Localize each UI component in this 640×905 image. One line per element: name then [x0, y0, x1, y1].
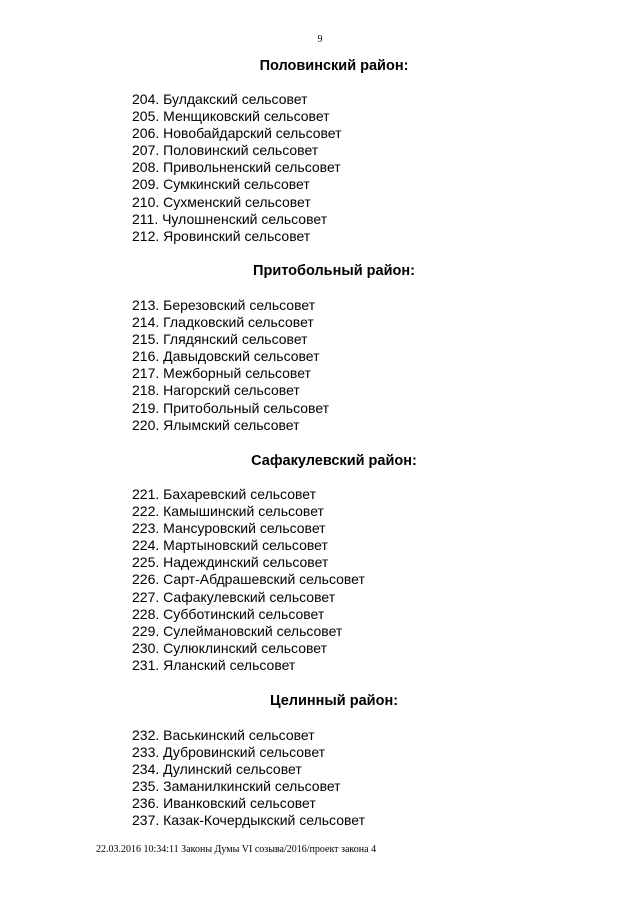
page-number: 9 [317, 34, 323, 45]
list-item: 214. Гладковский сельсовет [132, 314, 314, 331]
list-item: 209. Сумкинский сельсовет [132, 176, 310, 193]
settlement-list [132, 727, 365, 830]
list-item: 224. Мартыновский сельсовет [132, 537, 328, 554]
list-item: 223. Мансуровский сельсовет [132, 520, 326, 537]
list-item: 225. Надеждинский сельсовет [132, 554, 329, 571]
list-item: 215. Глядянский сельсовет [132, 331, 308, 348]
list-item: 211. Чулошненский сельсовет [132, 210, 328, 227]
list-item: 210. Сухменский сельсовет [132, 193, 311, 210]
list-item: 221. Бахаревский сельсовет [132, 486, 316, 502]
list-item: 204. Булдакский сельсовет [132, 91, 308, 107]
list-item: 226. Сарт-Абдрашевский сельсовет [132, 571, 365, 588]
list-item: 237. Казак-Кочердыкский сельсовет [132, 812, 366, 829]
list-item: 222. Камышинский сельсовет [132, 503, 324, 520]
list-item: 230. Сулюклинский сельсовет [132, 639, 328, 656]
list-item: 231. Яланский сельсовет [132, 656, 296, 673]
list-item: 228. Субботинский сельсовет [132, 605, 325, 622]
list-item: 213. Березовский сельсовет [132, 297, 316, 313]
section-title: Притобольный район: [253, 263, 415, 279]
settlement-list [132, 297, 329, 434]
list-item: 236. Иванковский сельсовет [132, 795, 316, 812]
footer-document-path: 22.03.2016 10:34:11 Законы Думы VI созыва/2016/проект закона 4 [96, 844, 377, 855]
list-item: 205. Менщиковский сельсовет [132, 108, 330, 125]
list-item: 227. Сафакулевский сельсовет [132, 588, 336, 605]
list-item: 234. Дулинский сельсовет [132, 761, 302, 778]
list-item: 217. Межборный сельсовет [132, 365, 311, 382]
settlement-list [132, 486, 365, 674]
list-item: 232. Васькинский сельсовет [132, 727, 315, 743]
list-item: 208. Привольненский сельсовет [132, 159, 341, 176]
section-title: Целинный район: [269, 693, 399, 709]
list-item: 233. Дубровинский сельсовет [132, 744, 326, 761]
list-item: 220. Ялымский сельсовет [132, 416, 300, 433]
list-item: 219. Притобольный сельсовет [132, 399, 330, 416]
list-item: 216. Давыдовский сельсовет [132, 348, 320, 365]
list-item: 206. Новобайдарский сельсовет [132, 125, 342, 142]
list-item: 229. Сулеймановский сельсовет [132, 622, 343, 639]
list-item: 212. Яровинский сельсовет [132, 227, 311, 244]
list-item: 207. Половинский сельсовет [132, 142, 319, 159]
list-item: 218. Нагорский сельсовет [132, 382, 300, 399]
settlement-list [132, 91, 342, 245]
section-title: Половинский район: [259, 58, 409, 74]
section-title: Сафакулевский район: [251, 453, 417, 469]
list-item: 235. Заманилкинский сельсовет [132, 778, 341, 795]
